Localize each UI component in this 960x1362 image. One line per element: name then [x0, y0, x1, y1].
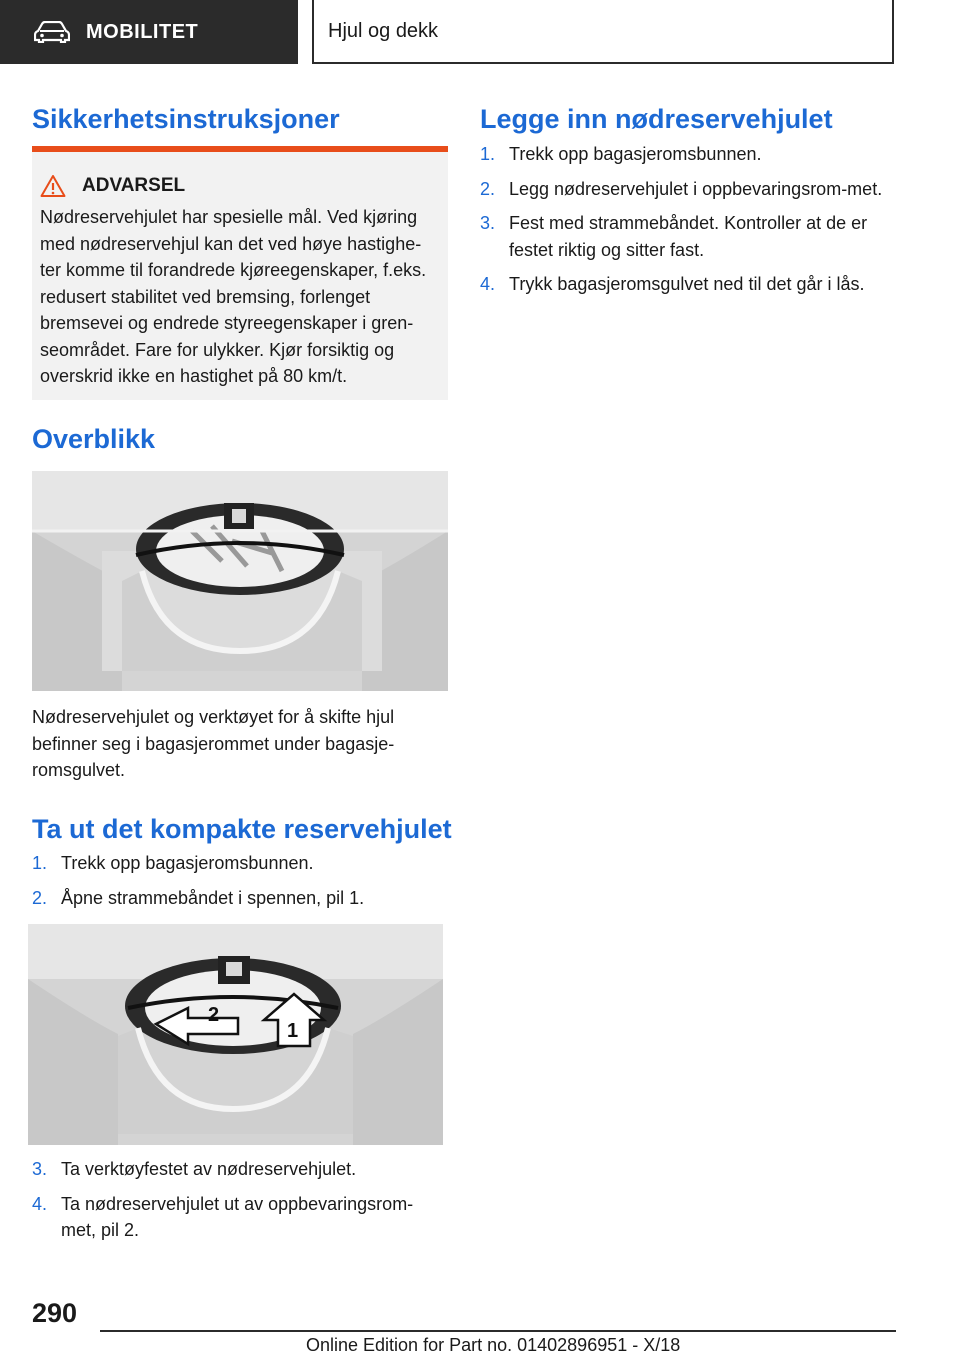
- list-item: [480, 210, 896, 263]
- list-item: [32, 850, 448, 877]
- page-header: [0, 0, 960, 66]
- remove-steps-a: [32, 850, 448, 919]
- step-text: Legg nødreservehjulet i oppbevaringsrom-met.: [509, 178, 883, 199]
- list-item: [32, 885, 448, 912]
- step-number: 1.: [32, 853, 48, 873]
- step-number: 4.: [480, 274, 496, 294]
- arrow-2-label: 2: [208, 1004, 220, 1026]
- step-text: Ta verktøyfestet av nødreservehjulet.: [61, 1159, 357, 1179]
- step-number: 1.: [480, 144, 496, 164]
- arrow-1-label: 1: [287, 1020, 299, 1042]
- step-number: 3.: [32, 1159, 48, 1179]
- step-number: 2.: [32, 887, 48, 908]
- car-icon: [34, 21, 70, 43]
- list-item: [32, 1156, 448, 1183]
- step-number: 4.: [32, 1193, 48, 1214]
- chapter-label: MOBILITET: [86, 20, 199, 43]
- footer-divider: [100, 1330, 896, 1332]
- insert-steps: [480, 141, 896, 306]
- remove-steps-b: [32, 1156, 448, 1252]
- heading-insert: Legge inn nødreservehjulet: [480, 104, 833, 134]
- step-text: Fest med strammebåndet. Kontroller at de er festet riktig og sitter fast.: [509, 213, 868, 260]
- heading-overview: Overblikk: [32, 424, 156, 454]
- list-item: [480, 271, 896, 298]
- heading-safety: Sikkerhetsinstruksjoner: [32, 104, 340, 134]
- list-item: [480, 176, 896, 203]
- warning-triangle-icon: [40, 174, 66, 198]
- step-text: Trykk bagasjeromsgulvet ned til det går i lås.: [509, 274, 865, 294]
- step-number: 2.: [480, 178, 496, 199]
- list-item: [480, 141, 896, 168]
- trunk-removal-image: [28, 924, 443, 1145]
- warning-bar: [32, 146, 448, 152]
- page-number: 290: [32, 1298, 78, 1328]
- chapter-tab[interactable]: [0, 0, 298, 64]
- footer-edition: Online Edition for Part no. 01402896951 - X/18: [306, 1335, 681, 1355]
- warning-title: ADVARSEL: [82, 175, 186, 196]
- overview-text: Nødreservehjulet og verktøyet for å skifte hjul befinner seg i bagasjerommet under bagasje-romsgulvet.: [32, 707, 395, 780]
- section-label: Hjul og dekk: [328, 19, 439, 42]
- step-text: Trekk opp bagasjeromsbunnen.: [61, 853, 314, 873]
- step-text: Åpne strammebåndet i spennen, pil 1.: [61, 887, 365, 908]
- warning-text: Nødreservehjulet har spesielle mål. Ved kjøring med nødreservehjul kan det ved høye hastighe-ter komme til forandrede kjøreegenskaper, f.eks. redusert stabilitet ved bremsing, forlenget bremsevei og endrede styreegenskaper i gren-seområdet. Fare for ulykker. Kjør forsiktig og overskrid ikke en hastighet på 80 km/t.: [40, 207, 427, 386]
- step-number: 3.: [480, 213, 496, 233]
- warning-header: [40, 174, 185, 198]
- warning-box: [32, 146, 448, 400]
- trunk-overview-image: [32, 471, 448, 691]
- step-text: Ta nødreservehjulet ut av oppbevaringsrom-met, pil 2.: [61, 1193, 414, 1240]
- section-tab[interactable]: [312, 0, 894, 64]
- list-item: [32, 1191, 448, 1244]
- step-text: Trekk opp bagasjeromsbunnen.: [509, 144, 762, 164]
- heading-remove: Ta ut det kompakte reservehjulet: [32, 814, 452, 844]
